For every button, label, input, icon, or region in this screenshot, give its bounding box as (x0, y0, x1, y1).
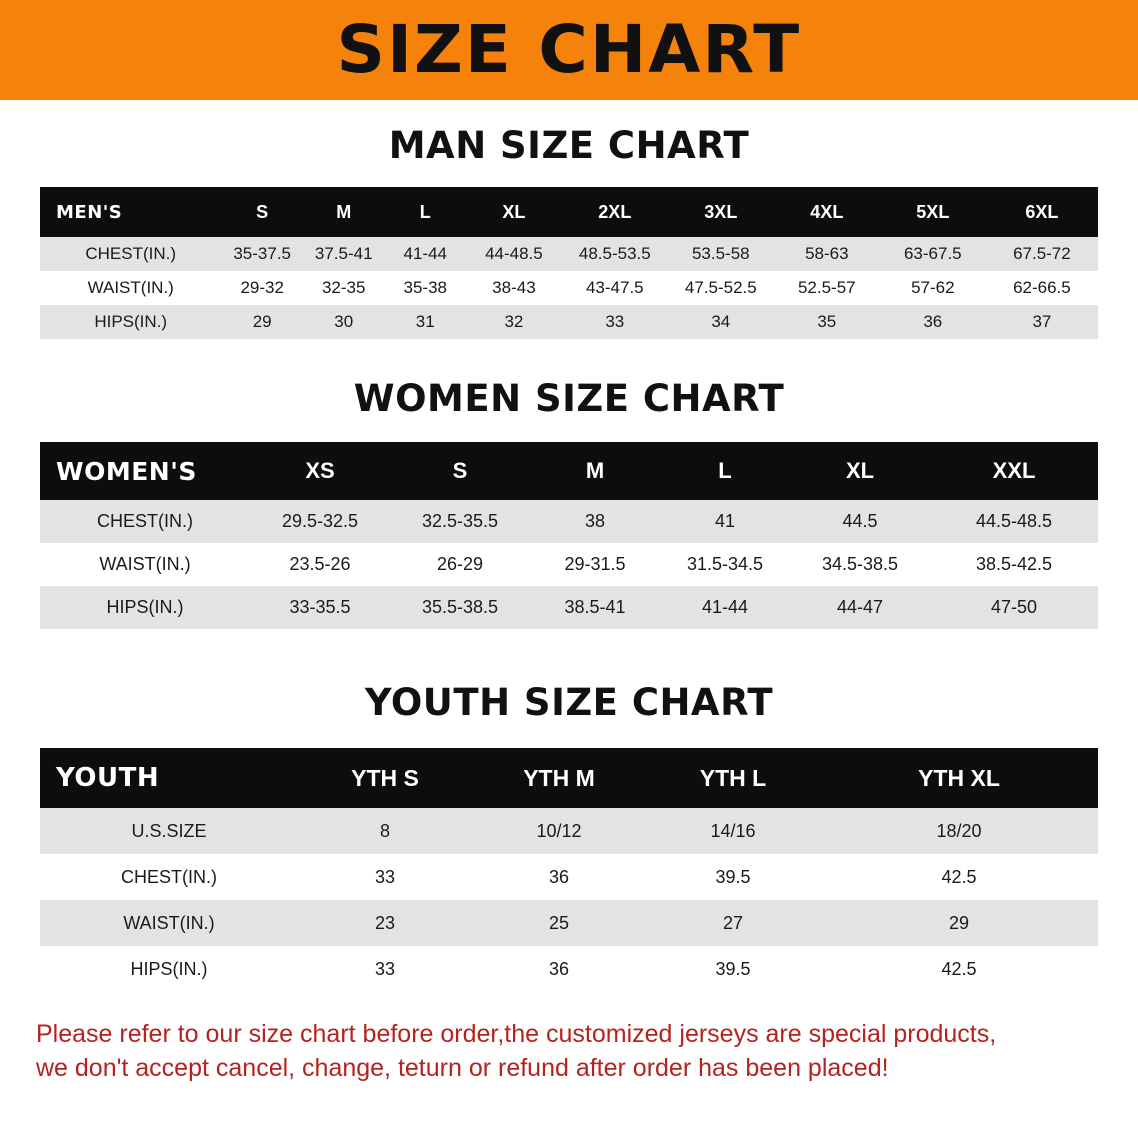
table-row (40, 808, 1098, 854)
women-cell: 44.5-48.5 (975, 511, 1053, 531)
man-cell: 37.5-41 (314, 244, 373, 263)
women-column-header: L (718, 458, 732, 483)
youth-cell: 36 (548, 958, 570, 979)
man-size-table (40, 187, 1098, 339)
table-row (40, 271, 1098, 305)
man-row-label: HIPS(IN.) (94, 312, 168, 331)
youth-size-table (40, 748, 1098, 992)
man-column-header: M (336, 201, 352, 222)
man-cell: 29-32 (240, 278, 284, 297)
table-row (40, 854, 1098, 900)
man-cell: 57-62 (911, 278, 955, 297)
man-cell: 34 (711, 312, 731, 331)
page-banner (0, 0, 1138, 100)
man-corner-label: MEN'S (56, 201, 123, 223)
man-column-header: S (256, 201, 269, 222)
youth-row-label: HIPS(IN.) (130, 958, 208, 979)
man-cell: 36 (923, 312, 943, 331)
man-cell: 47.5-52.5 (684, 278, 757, 297)
man-column-header: 4XL (810, 201, 844, 222)
man-cell: 35 (817, 312, 837, 331)
man-cell: 32 (504, 312, 524, 331)
youth-row-label: WAIST(IN.) (123, 912, 215, 933)
man-section-heading: MAN SIZE CHART (388, 124, 750, 167)
youth-cell: 10/12 (536, 820, 582, 841)
women-cell: 41 (714, 511, 736, 531)
man-cell: 63-67.5 (903, 244, 962, 263)
man-header-row (40, 187, 1098, 237)
man-cell: 44-48.5 (485, 244, 543, 263)
women-cell: 41-44 (701, 597, 749, 617)
man-cell: 30 (334, 312, 354, 331)
youth-column-header: YTH XL (918, 764, 1000, 791)
youth-table-wrap (40, 748, 1098, 992)
women-cell: 44-47 (836, 597, 884, 617)
table-row (40, 586, 1098, 629)
women-table-wrap (40, 442, 1098, 629)
man-cell: 38-43 (492, 278, 536, 297)
women-section-heading: WOMEN SIZE CHART (353, 377, 785, 420)
women-row-label: HIPS(IN.) (106, 597, 184, 617)
women-corner-label: WOMEN'S (56, 456, 197, 486)
youth-cell: 29 (948, 912, 970, 933)
table-row (40, 305, 1098, 339)
youth-column-header: YTH L (699, 764, 767, 791)
youth-section-heading: YOUTH SIZE CHART (364, 681, 774, 724)
women-cell: 26-29 (436, 554, 484, 574)
man-cell: 67.5-72 (1013, 244, 1071, 263)
man-column-header: 2XL (598, 201, 632, 222)
women-cell: 44.5 (842, 511, 878, 531)
women-column-header: M (585, 458, 605, 483)
youth-cell: 33 (374, 866, 396, 887)
note-line-1: Please refer to our size chart before order,the customized jerseys are special products, (36, 1020, 997, 1048)
page-title: SIZE CHART (336, 11, 802, 88)
youth-cell: 39.5 (715, 866, 751, 887)
women-column-header: XXL (992, 458, 1036, 483)
table-row (40, 900, 1098, 946)
order-policy-note (36, 1018, 1102, 1086)
women-header-row (40, 442, 1098, 500)
man-cell: 37 (1032, 312, 1052, 331)
man-row-label: CHEST(IN.) (85, 244, 177, 263)
man-cell: 62-66.5 (1013, 278, 1071, 297)
women-cell: 38 (584, 511, 606, 531)
man-cell: 35-37.5 (233, 244, 292, 263)
man-cell: 52.5-57 (797, 278, 856, 297)
table-row (40, 237, 1098, 271)
youth-cell: 14/16 (710, 820, 756, 841)
man-column-header: L (419, 201, 431, 222)
man-row-label: WAIST(IN.) (87, 278, 174, 297)
women-cell: 38.5-42.5 (975, 554, 1053, 574)
youth-cell: 8 (379, 820, 390, 841)
women-column-header: XS (305, 458, 335, 483)
women-cell: 32.5-35.5 (421, 511, 499, 531)
table-row (40, 500, 1098, 543)
women-cell: 34.5-38.5 (821, 554, 899, 574)
women-cell: 38.5-41 (564, 597, 626, 617)
youth-row-label: U.S.SIZE (131, 820, 207, 841)
youth-column-header: YTH M (523, 764, 595, 791)
youth-cell: 39.5 (715, 958, 751, 979)
women-row-label: CHEST(IN.) (97, 511, 193, 531)
youth-cell: 25 (548, 912, 570, 933)
man-cell: 33 (605, 312, 625, 331)
man-cell: 48.5-53.5 (578, 244, 651, 263)
youth-cell: 18/20 (936, 820, 982, 841)
man-cell: 43-47.5 (585, 278, 644, 297)
youth-cell: 33 (374, 958, 396, 979)
youth-cell: 23 (374, 912, 396, 933)
women-cell: 33-35.5 (289, 597, 351, 617)
women-cell: 47-50 (990, 597, 1038, 617)
man-cell: 35-38 (403, 278, 447, 297)
man-cell: 58-63 (805, 244, 849, 263)
women-column-header: XL (845, 458, 875, 483)
youth-cell: 42.5 (941, 958, 977, 979)
man-cell: 31 (415, 312, 435, 331)
man-cell: 29 (252, 312, 272, 331)
man-column-header: 6XL (1025, 201, 1059, 222)
man-column-header: 5XL (916, 201, 950, 222)
women-row-label: WAIST(IN.) (99, 554, 191, 574)
man-column-header: 3XL (704, 201, 738, 222)
man-cell: 41-44 (403, 244, 447, 263)
women-size-table (40, 442, 1098, 629)
youth-corner-label: YOUTH (56, 763, 160, 793)
women-cell: 29-31.5 (564, 554, 626, 574)
man-column-header: XL (502, 201, 526, 222)
note-line-2: we don't accept cancel, change, teturn or refund after order has been placed! (36, 1053, 889, 1082)
table-row (40, 946, 1098, 992)
women-cell: 35.5-38.5 (421, 597, 499, 617)
man-cell: 32-35 (321, 278, 366, 297)
youth-cell: 36 (548, 866, 570, 887)
youth-row-label: CHEST(IN.) (121, 866, 217, 887)
women-cell: 29.5-32.5 (281, 511, 359, 531)
women-cell: 23.5-26 (289, 554, 351, 574)
table-row (40, 543, 1098, 586)
youth-cell: 42.5 (941, 866, 977, 887)
man-table-wrap (40, 187, 1098, 339)
youth-header-row (40, 748, 1098, 808)
youth-cell: 27 (722, 912, 744, 933)
women-cell: 31.5-34.5 (686, 554, 764, 574)
youth-column-header: YTH S (351, 764, 419, 791)
women-column-header: S (452, 458, 468, 483)
man-cell: 53.5-58 (691, 244, 750, 263)
